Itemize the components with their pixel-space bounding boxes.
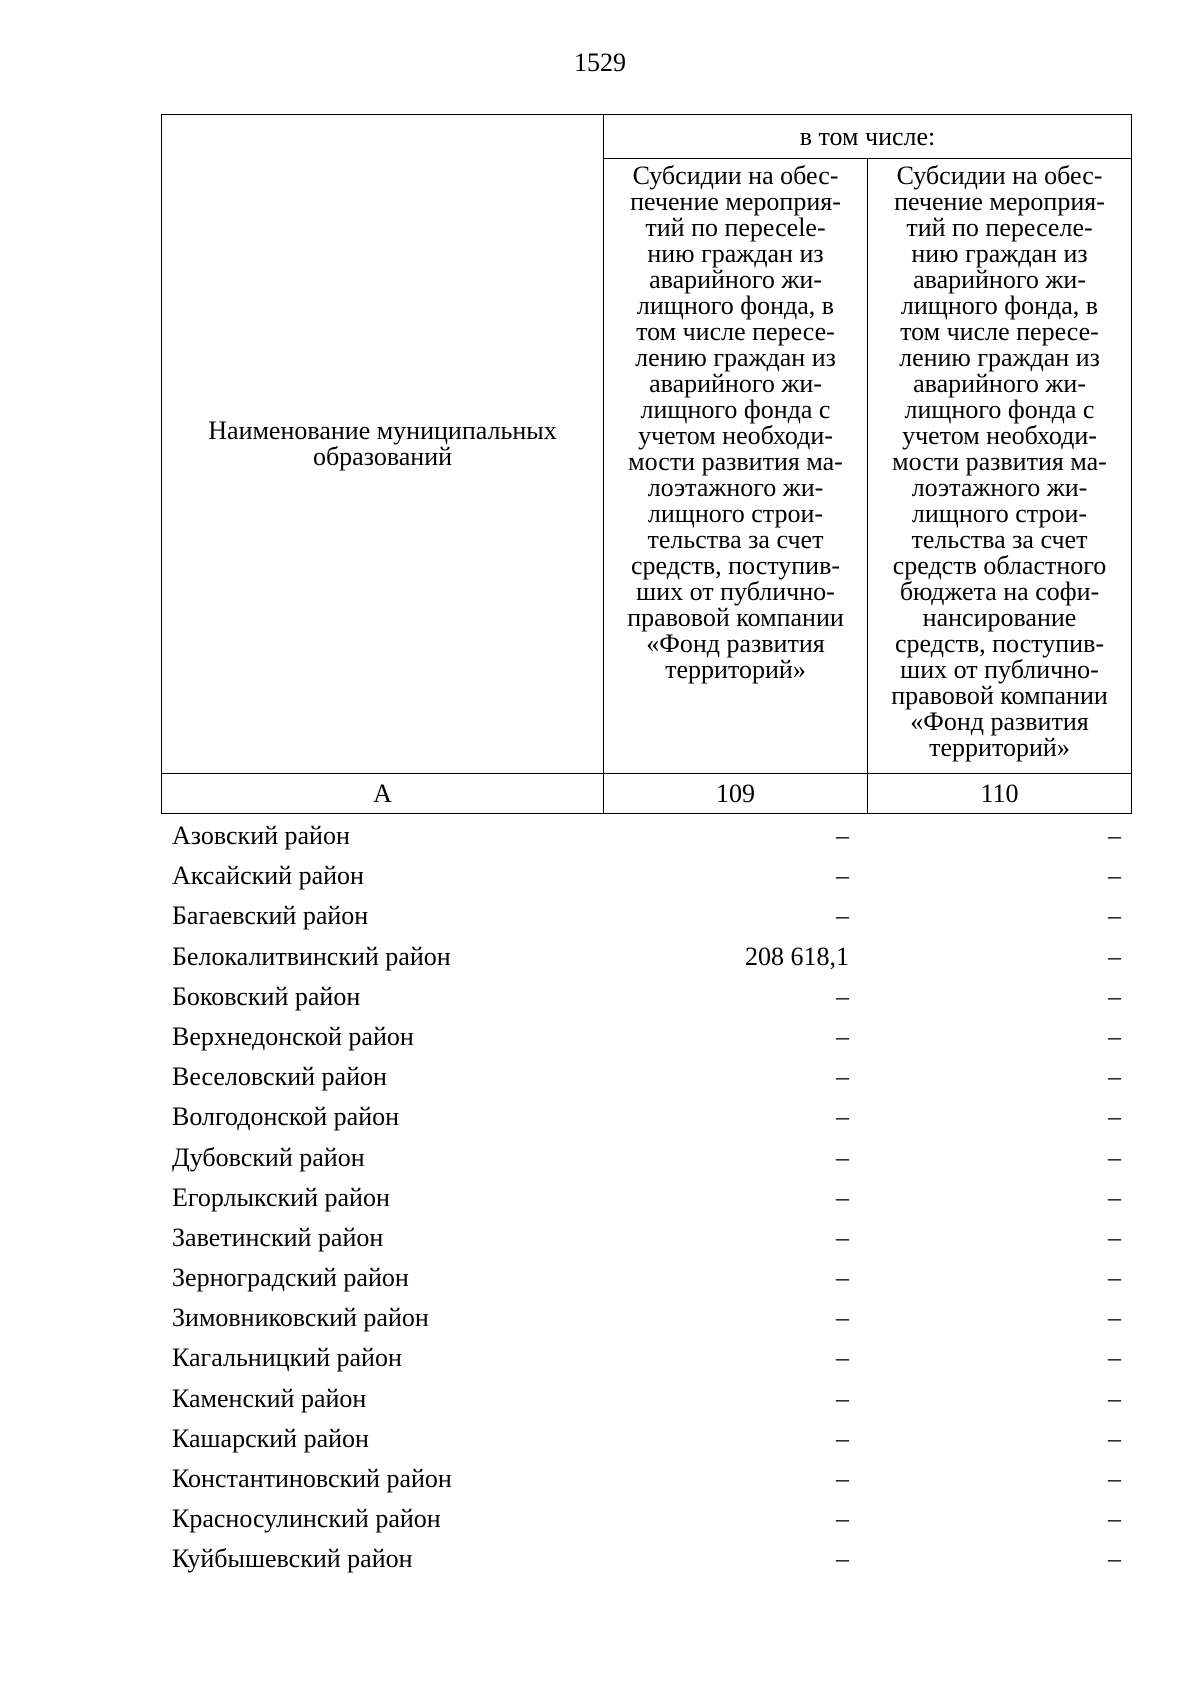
table-header bbox=[161, 114, 1132, 814]
municipality-name: Дубовский район bbox=[172, 1142, 365, 1172]
header-column-110 bbox=[868, 159, 1132, 774]
header-column-109 bbox=[604, 159, 868, 774]
value-110: – bbox=[1108, 1021, 1121, 1051]
table-row bbox=[161, 816, 1132, 856]
value-110: – bbox=[1108, 1544, 1121, 1574]
table-row bbox=[161, 1138, 1132, 1178]
table-row bbox=[161, 1379, 1132, 1419]
value-109: – bbox=[836, 1464, 849, 1493]
value-110: – bbox=[1108, 941, 1121, 971]
municipality-name: Зерноградский район bbox=[172, 1263, 409, 1293]
value-110: – bbox=[1108, 1182, 1121, 1212]
municipality-name: Егорлыкский район bbox=[172, 1182, 390, 1212]
value-110: – bbox=[1108, 1102, 1121, 1132]
table-row bbox=[161, 1258, 1132, 1298]
table-body bbox=[161, 816, 1132, 1580]
value-109: – bbox=[836, 1182, 849, 1212]
value-110: – bbox=[1108, 1464, 1121, 1493]
value-109: – bbox=[836, 901, 849, 931]
municipality-name: Зимовниковский район bbox=[172, 1303, 429, 1333]
table-row bbox=[161, 1218, 1132, 1258]
table-row bbox=[161, 1338, 1132, 1378]
value-109: – bbox=[836, 1102, 849, 1132]
value-109: – bbox=[836, 1142, 849, 1172]
value-109: – bbox=[836, 1343, 849, 1373]
municipality-name: Кашарский район bbox=[172, 1423, 369, 1453]
value-109: – bbox=[836, 861, 849, 891]
value-110: – bbox=[1108, 1062, 1121, 1092]
municipality-name: Красносулинский район bbox=[172, 1504, 441, 1534]
table-row bbox=[161, 1499, 1132, 1539]
value-110: – bbox=[1108, 1222, 1121, 1252]
table-row bbox=[161, 1539, 1132, 1579]
table-row bbox=[161, 1017, 1132, 1057]
value-109: – bbox=[836, 1383, 849, 1413]
municipality-name: Верхнедонской район bbox=[172, 1021, 414, 1051]
value-109: – bbox=[836, 1222, 849, 1252]
municipality-name: Веселовский район bbox=[172, 1062, 387, 1092]
municipality-name: Азовский район bbox=[172, 821, 350, 850]
value-110: – bbox=[1108, 981, 1121, 1011]
value-109: – bbox=[836, 981, 849, 1011]
municipality-name: Белокалитвинский район bbox=[172, 941, 451, 971]
table-row bbox=[161, 1419, 1132, 1459]
table-row bbox=[161, 1097, 1132, 1137]
value-110: – bbox=[1108, 1303, 1121, 1333]
municipality-name: Волгодонской район bbox=[172, 1102, 400, 1132]
municipality-name: Боковский район bbox=[172, 981, 361, 1011]
value-110: – bbox=[1108, 1142, 1121, 1172]
table-row bbox=[161, 1459, 1132, 1499]
municipality-name: Куйбышевский район bbox=[172, 1544, 413, 1574]
column-number-109: 109 bbox=[604, 774, 868, 814]
municipality-name: Аксайский район bbox=[172, 861, 364, 891]
municipality-name: Каменский район bbox=[172, 1383, 367, 1413]
table-row bbox=[161, 896, 1132, 936]
value-109: – bbox=[836, 1303, 849, 1333]
value-110: – bbox=[1108, 1383, 1121, 1413]
municipality-name: Константиновский район bbox=[172, 1464, 452, 1493]
table-row bbox=[161, 977, 1132, 1017]
value-109: – bbox=[836, 1544, 849, 1574]
column-number-110: 110 bbox=[868, 774, 1132, 814]
table-row bbox=[161, 1057, 1132, 1097]
table-row bbox=[161, 856, 1132, 896]
table-row bbox=[161, 937, 1132, 977]
value-110: – bbox=[1108, 861, 1121, 891]
value-109: – bbox=[836, 821, 849, 850]
table-row bbox=[161, 1298, 1132, 1338]
value-109: 208 618,1 bbox=[745, 941, 849, 971]
value-109: – bbox=[836, 1423, 849, 1453]
header-column-110-text: Субсидии на обес- печение мероприя- тий по переселе- нию граждан из аварийного жи- лищного фонда, в том числе пересе- лению граждан из аварийного жи- лищного фонда с учетом необходи- мости развития ма- лоэтажного жи- лищного строи- тельства за счет средств областного бюджета на софи- нансирование средств, поступив- ших от публично- правовой компании «Фонд развития территорий» bbox=[891, 161, 1108, 762]
value-109: – bbox=[836, 1021, 849, 1051]
column-number-a: А bbox=[162, 774, 604, 814]
value-110: – bbox=[1108, 901, 1121, 931]
header-group-label: в том числе: bbox=[604, 115, 1132, 159]
municipality-name: Багаевский район bbox=[172, 901, 369, 931]
value-109: – bbox=[836, 1504, 849, 1534]
value-110: – bbox=[1108, 1504, 1121, 1534]
value-110: – bbox=[1108, 1343, 1121, 1373]
table-row bbox=[161, 1178, 1132, 1218]
header-name-column: Наименование муниципальных образований bbox=[162, 115, 604, 774]
value-110: – bbox=[1108, 1423, 1121, 1453]
municipality-name: Кагальницкий район bbox=[172, 1343, 402, 1373]
value-109: – bbox=[836, 1062, 849, 1092]
municipality-name: Заветинский район bbox=[172, 1222, 384, 1252]
value-110: – bbox=[1108, 1263, 1121, 1293]
value-109: – bbox=[836, 1263, 849, 1293]
value-110: – bbox=[1108, 821, 1121, 850]
header-column-109-text: Субсидии на обес- печение мероприя- тий по пересele- нию граждан из аварийного жи- лищного фонда, в том числе пересе- лению граждан из аварийного жи- лищного фонда с учетом необходи- мости развития ма- лоэтажного жи- лищного строи- тельства за счет средств, поступив- ших от публично- правовой компании «Фонд развития территорий» bbox=[627, 161, 844, 684]
page-number: 1529 bbox=[574, 48, 626, 77]
